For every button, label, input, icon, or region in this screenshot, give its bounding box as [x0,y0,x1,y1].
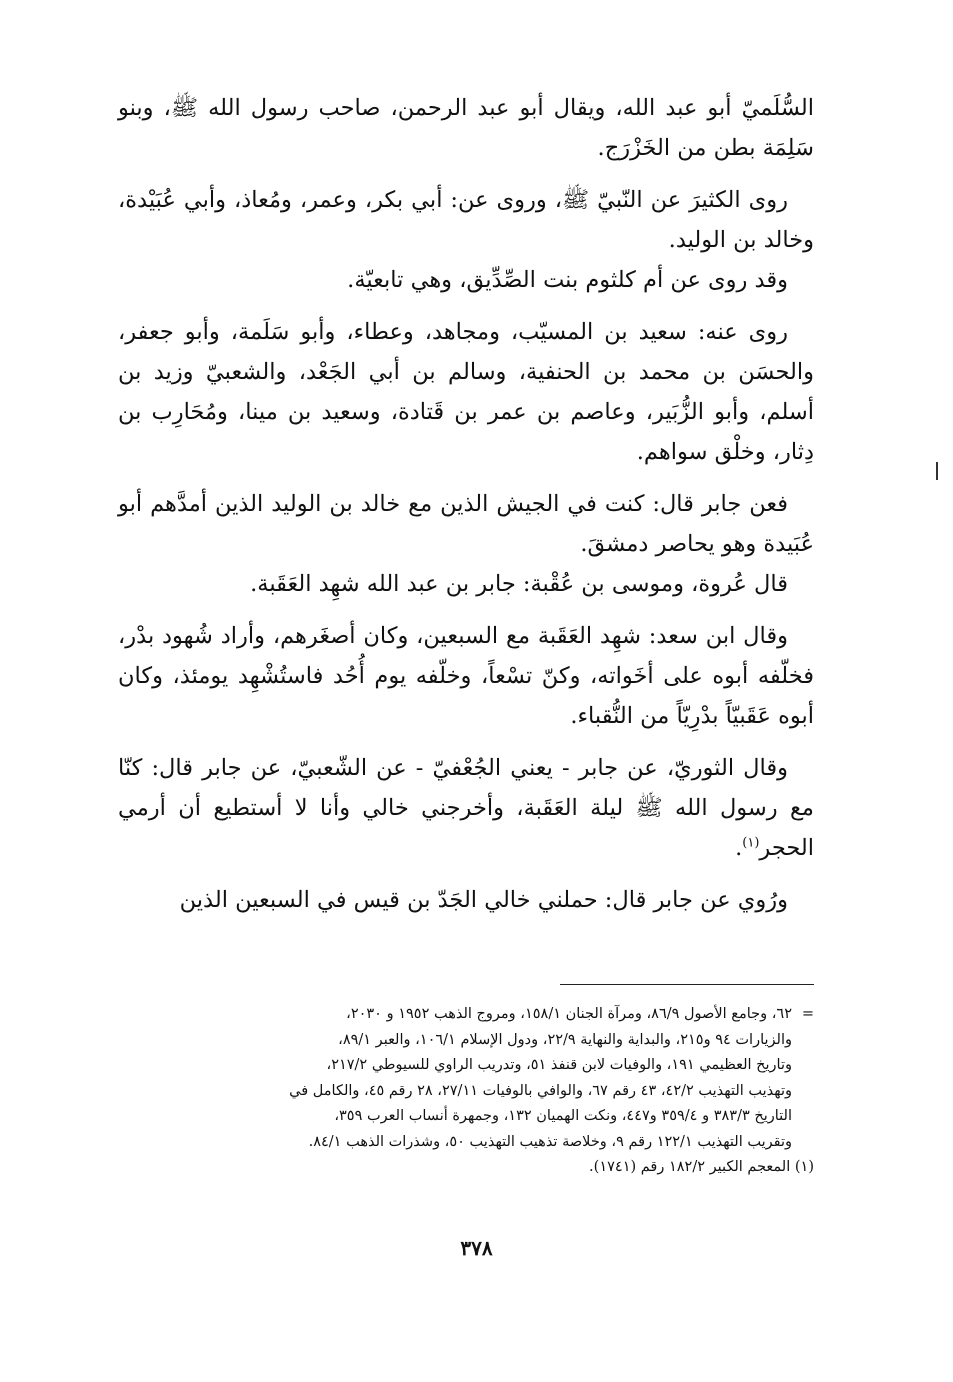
footnote-line: وتقريب التهذيب ١٢٢/١ رقم ٩، وخلاصة تذهيب التهذيب ٥٠، وشذرات الذهب ٨٤/١. [308,1133,792,1150]
footnote-continuation-marker: = [801,1006,814,1022]
paragraph-6: قال عُروة، وموسى بن عُقْبة: جابر بن عبد الله شهِد العَقَبة. [250,571,788,597]
footnote-reference: (١) [742,835,760,851]
footnote-1: (١) المعجم الكبير ١٨٢/٢ رقم (١٧٤١). [589,1159,814,1175]
footnote-line: وتاريخ العظيمي ١٩١، والوفيات لابن قنفذ ٥١، وتدريب الراوي للسيوطي ٢١٧/٢، [326,1057,792,1073]
paragraph-8-end: . [735,835,743,861]
paragraph-3: وقد روى عن أم كلثوم بنت الصِّدِّيق، وهي تابعيّة. [347,267,788,293]
paragraph-8 [118,748,814,868]
paragraph-1: السُّلَميّ أبو عبد الله، ويقال أبو عبد الرحمن، صاحب رسول الله ﷺ، وبنو سَلِمَة بطن من الخَزْرَج. [118,95,814,161]
paragraph-4: روى عنه: سعيد بن المسيّب، ومجاهد، وعطاء، وأبو سَلَمة، وأبو جعفر، والحسَن بن محمد بن الحنفية، وسالم بن أبي الجَعْد، والشعبيّ وزيد بن أسلم، وأبو الزُّبَير، وعاصم بن عمر بن قَتادة، وسعيد بن مينا، ومُحَارِب بن دِثار، وخلْق سواهم. [118,319,814,465]
paragraph-5: فعن جابر قال: كنت في الجيش الذين مع خالد بن الوليد الذين أمدَّهم أبو عُبَيدة وهو يحاصر دمشقَ. [118,491,814,557]
paragraph-7: وقال ابن سعد: شهِد العَقَبة مع السبعين، وكان أصغَرهم، وأراد شُهود بدْر، فخلّفه أبوه على أخَواته، وكنّ تسْعاً، وخلّفه يوم أُحُد فاستُشْهِد يومئذ، وكان أبوه عَقَبيّاً بدْرِيّاً من النُّقباء. [118,623,814,729]
paragraph-9: ورُوي عن جابر قال: حملني خالي الجَدّ بن قيس في السبعين الذين [179,887,788,913]
footnote-line: وتهذيب التهذيب ٤٢/٢، ٤٣ رقم ٦٧، والوافي بالوفيات ٢٧/١١، ٢٨ رقم ٤٥، والكامل في [289,1082,792,1099]
paragraph-8-text: وقال الثوريّ، عن جابر - يعني الجُعْفيّ - عن الشّعبيّ، عن جابر قال: كنّا مع رسول الله ﷺ ليلة العَقَبة، وأخرجني خالي وأنا لا أستطيع أن أرمي الحجر [118,755,814,861]
footnotes [118,1002,814,1181]
scan-mark [936,462,938,480]
footnote-line: والزيارات ٩٤ و٢١٥، والبداية والنهاية ٢٢/٩، ودول الإسلام ١٠٦/١، والعبر ٨٩/١، [338,1031,792,1048]
footnote-line [118,1002,814,1028]
main-text [118,88,814,920]
paragraph-2: روى الكثيرَ عن النّبيّ ﷺ، وروى عن: أبي بكر، وعمر، ومُعاذ، وأبي عُبَيْدة، وخالد بن الوليد. [118,187,814,253]
footnote-line: التاريخ ٣٨٣/٣ و ٣٥٩/٤ و٤٤٧، ونكت الهميان ١٣٢، وجمهرة أنساب العرب ٣٥٩، [334,1108,792,1124]
footnote-divider [560,984,814,985]
page-number: ٣٧٨ [460,1236,493,1260]
footnote-line-text: ٦٢، وجامع الأصول ٨٦/٩، ومرآة الجنان ١٥٨/١، ومروج الذهب ١٩٥٢ و ٢٠٣٠، [346,1006,792,1022]
